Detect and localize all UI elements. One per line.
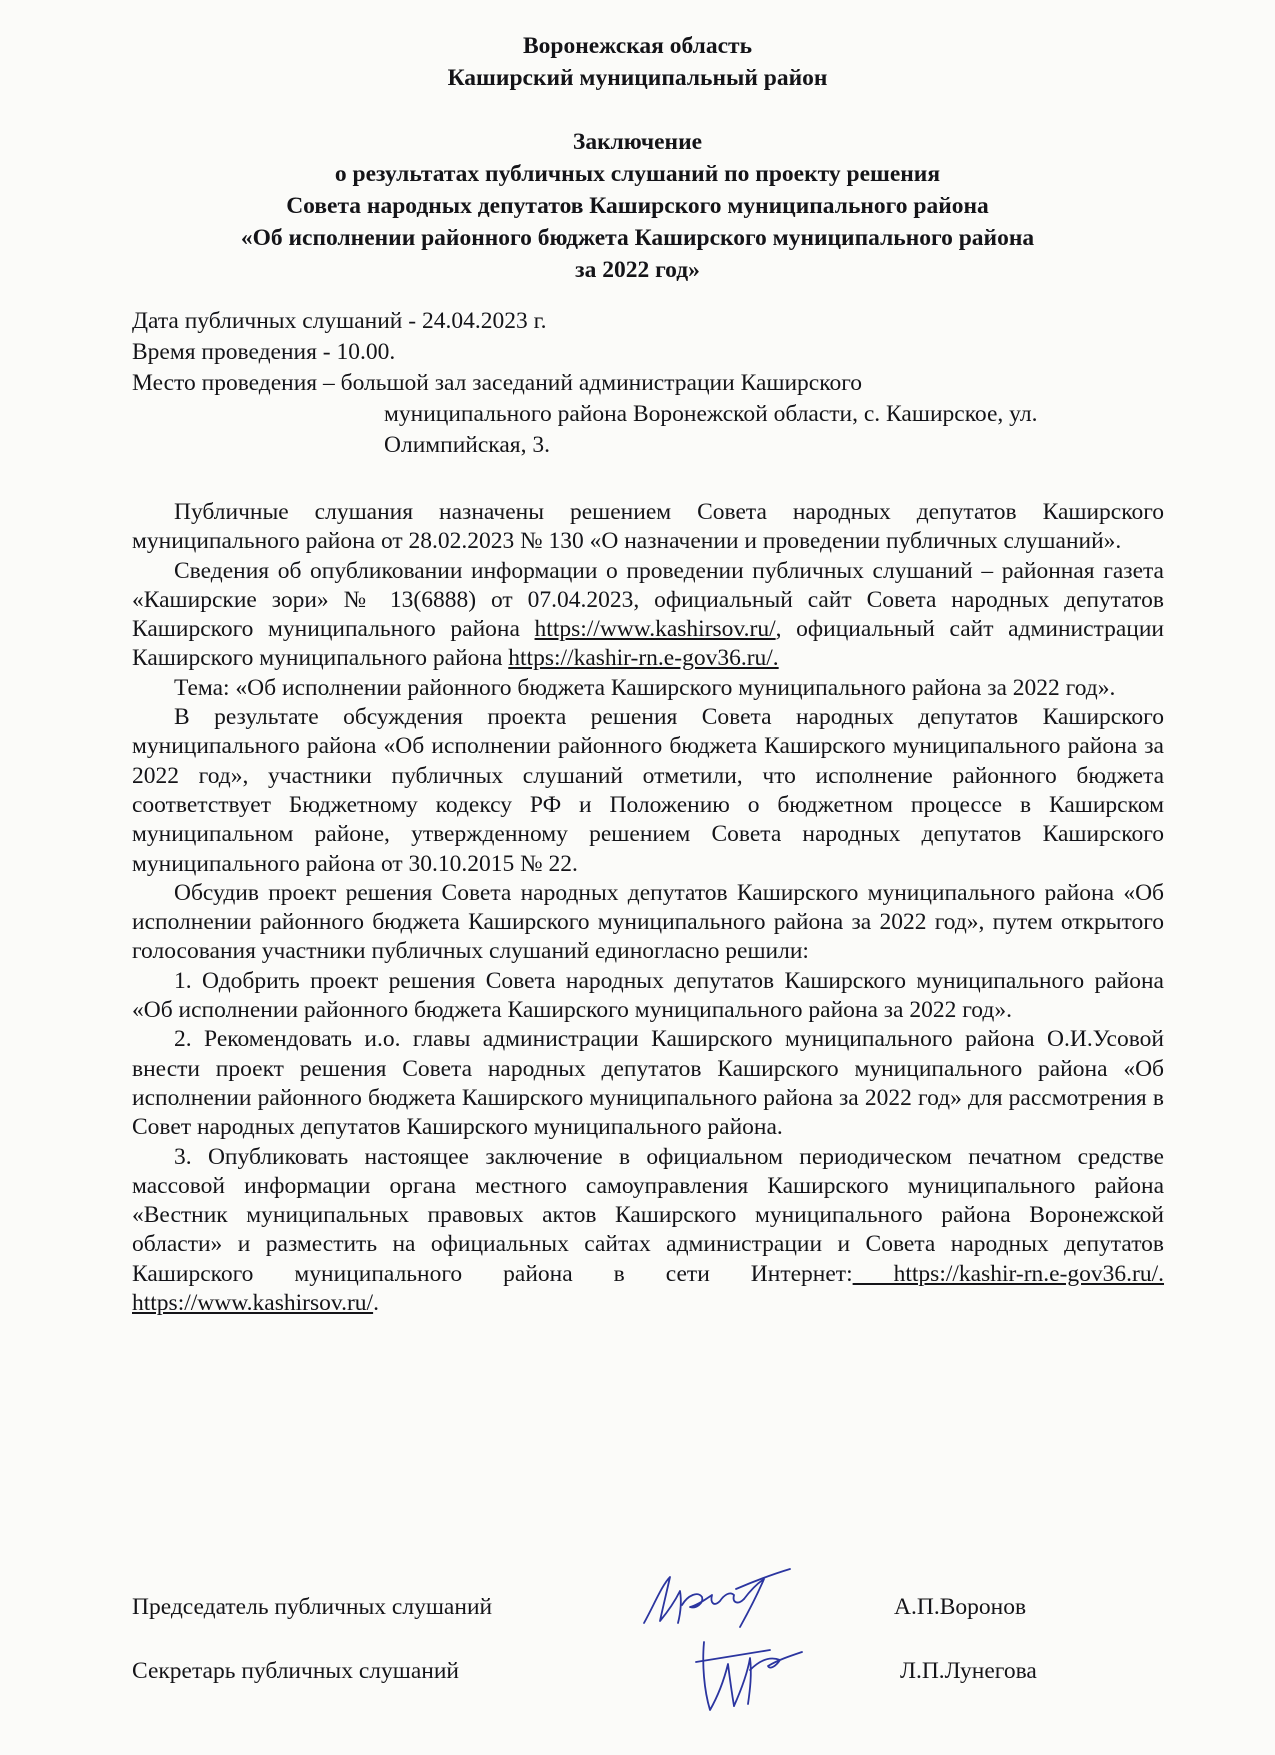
chair-name: А.П.Воронов	[894, 1594, 1027, 1620]
paragraph-publication	[132, 557, 1164, 674]
secretary-name: Л.П.Лунегова	[900, 1658, 1037, 1684]
paragraph-text: 3. Опубликовать настоящее заключение в официальном периодическом печатном средстве массовой информации органа местного самоуправления Каширского муниципального района «Вестник муниципальных правовых актов Каширского муниципального района Воронежской области» и разместить на официальных сайтах администрации и Совета народных депутатов Каширского муниципального района в сети Интернет:	[132, 1143, 1164, 1287]
document-title-line: о результатах публичных слушаний по проекту решения	[334, 161, 941, 187]
document-title-line: за 2022 год»	[575, 257, 700, 283]
hearing-details	[132, 306, 1162, 461]
hearing-place: Место проведения – большой зал заседаний администрации Каширского	[132, 370, 863, 396]
secretary-title: Секретарь публичных слушаний	[132, 1658, 459, 1684]
paragraph-discussion: В результате обсуждения проекта решения Совета народных депутатов Каширского муниципального района «Об исполнении районного бюджета Каширского муниципального района за 2022 год», участники публичных слушаний отметили, что исполнение районного бюджета соответствует Бюджетному кодексу РФ и Положению о бюджетном процессе в Каширском муниципальном районе, утвержденному решением Совета народных депутатов Каширского муниципального района от 30.10.2015 № 22.	[132, 704, 1164, 877]
link-kashir-rn[interactable]: https://kashir-rn.e-gov36.ru/.	[508, 645, 779, 672]
hearing-date: Дата публичных слушаний - 24.04.2023 г.	[132, 308, 547, 334]
hearing-time: Время проведения - 10.00.	[132, 339, 396, 365]
decision-item-1: 1. Одобрить проект решения Совета народных депутатов Каширского муниципального района «Об исполнении районного бюджета Каширского муниципального района за 2022 год».	[132, 967, 1164, 1024]
hearing-place-continued: Олимпийская, 3.	[384, 432, 550, 458]
paragraph-decision: Обсудив проект решения Совета народных депутатов Каширского муниципального района «Об исполнении районного бюджета Каширского муниципального района за 2022 год», путем открытого голосования участники публичных слушаний единогласно решили:	[132, 879, 1164, 965]
document-body	[132, 498, 1164, 1318]
document-header	[0, 30, 1275, 286]
document-title-line: «Об исполнении районного бюджета Каширского муниципального района	[240, 225, 1035, 251]
link-kashirsov[interactable]: https://www.kashirsov.ru/	[534, 616, 776, 643]
paragraph-appointment: Публичные слушания назначены решением Совета народных депутатов Каширского муниципального района от 28.02.2023 № 130 «О назначении и проведении публичных слушаний».	[132, 499, 1164, 555]
paragraph-text: , официальный сайт администрации Каширского муниципального района	[132, 616, 1165, 672]
document-title-line: Совета народных депутатов Каширского муниципального района	[286, 193, 989, 219]
decision-item-3	[132, 1143, 1164, 1319]
secretary-signature-icon	[690, 1630, 810, 1720]
chair-title: Председатель публичных слушаний	[132, 1594, 493, 1620]
link-kashir-rn[interactable]: https://kashir-rn.e-gov36.ru/.	[852, 1260, 1165, 1287]
hearing-place-continued: муниципального района Воронежской области, с. Каширское, ул.	[384, 401, 1038, 427]
chair-signature-icon	[640, 1565, 800, 1635]
district-name: Каширский муниципальный район	[447, 65, 828, 91]
document-type: Заключение	[572, 129, 703, 155]
paragraph-text: Сведения об опубликовании информации о проведении публичных слушаний – районная газета «Каширские зори» № 13(6888) от 07.04.2023, официальный сайт Совета народных депутатов Каширского муниципального района	[132, 557, 1164, 643]
decision-item-2: 2. Рекомендовать и.о. главы администрации Каширского муниципального района О.И.Усовой внести проект решения Совета народных депутатов Каширского муниципального района «Об исполнении районного бюджета Каширского муниципального района за 2022 год» для рассмотрения в Совет народных депутатов Каширского муниципального района.	[132, 1026, 1164, 1141]
link-kashirsov[interactable]: https://www.kashirsov.ru/	[132, 1290, 374, 1317]
region-name: Воронежская область	[522, 33, 753, 59]
paragraph-topic: Тема: «Об исполнении районного бюджета Каширского муниципального района за 2022 год».	[174, 674, 1116, 701]
paragraph-text: .	[373, 1290, 379, 1317]
